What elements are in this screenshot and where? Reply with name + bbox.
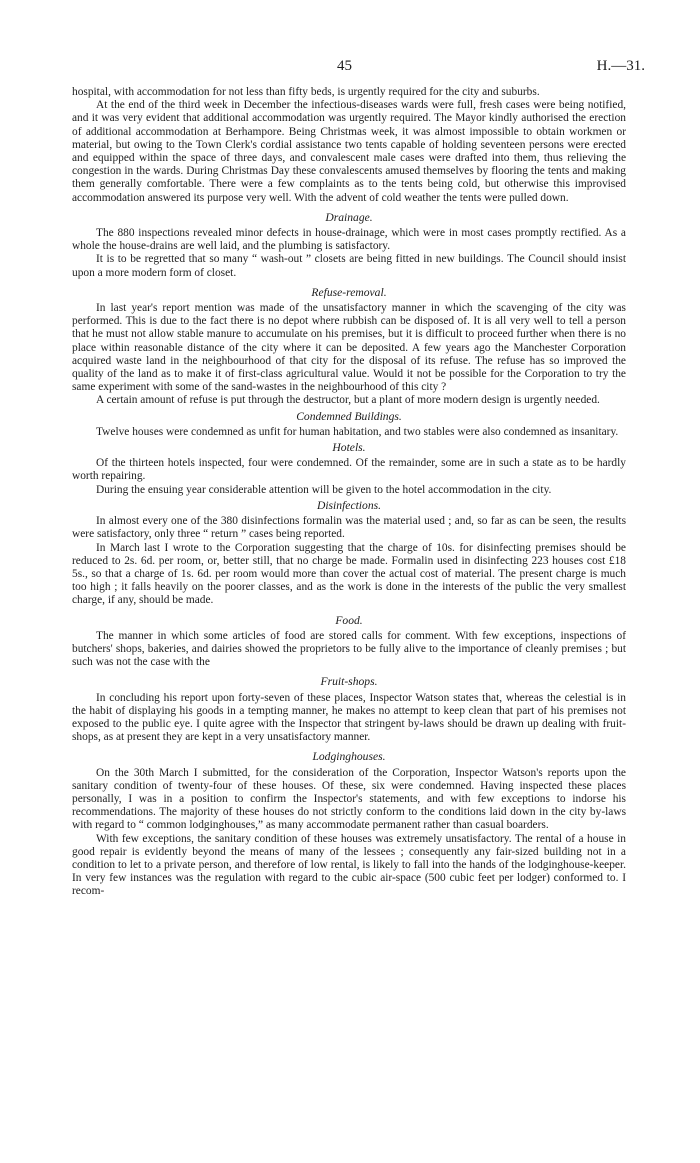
paragraph: At the end of the third week in December the infectious-diseases wards were full, fresh cases were being notified, and it was very evident that additional accommodation was urgently required. The Mayor kindly authorised the erection of additional accommodation at Berhampore. Being Christmas week, it was almost impossible to obtain workmen or material, but owing to the Town Clerk's cordial assistance two tents capable of holding seventeen persons were erected and equipped within the space of three days, and convalescent male cases were drafted into them, thus relieving the congestion in the wards. During Christmas Day these convalescents amused themselves by flooring the tents and making them generally comfortable. There were a few complaints as to the tents being cold, but otherwise this improvised accommodation answered its purpose very well. With the advent of cold weather the tents were pulled down. (72, 99, 626, 204)
paragraph: It is to be regretted that so many “ wash-out ” closets are being fitted in new buildings. The Council should insist upon a more modern form of closet. (72, 253, 626, 279)
paragraph: With few exceptions, the sanitary condition of these houses was extremely unsatisfactory. The rental of a house in good repair is evidently beyond the means of many of the lessees ; consequently any fair-sized building not in a condition to let to a private person, and therefore of low rental, is likely to fall into the hands of the lodginghouse-keeper. In very few instances was the regulation with regard to the cubic air-space (500 cubic feet per lodger) conformed to. I recom- (72, 832, 626, 898)
section-heading-disinfections: Disinfections. (316, 498, 382, 512)
paragraph: A certain amount of refuse is put through the destructor, but a plant of more modern design is urgently needed. (96, 394, 600, 407)
paragraph: Of the thirteen hotels inspected, four were condemned. Of the remainder, some are in such a state as to be hardly worth repairing. (72, 457, 626, 483)
section-heading-condemned-buildings: Condemned Buildings. (296, 409, 402, 423)
section-heading-drainage: Drainage. (325, 210, 373, 224)
paragraph: In concluding his report upon forty-seven of these places, Inspector Watson states that, whereas the celestial is in the habit of displaying his goods in a tempting manner, he makes no attempt to keep clean that part of his premises not exposed to the public eye. I quite agree with the Inspector that stringent by-laws should be drawn up dealing with fruit-shops, as at present they are kept in a very unsatisfactory manner. (72, 691, 626, 744)
paragraph: The manner in which some articles of food are stored calls for comment. With few exceptions, inspections of butchers' shops, bakeries, and dairies showed the proprietors to be fully alive to the importance of cleanly premises ; but such was not the case with the (72, 629, 626, 669)
paragraph: In almost every one of the 380 disinfections formalin was the material used ; and, so far as can be seen, the results were satisfactory, only three “ return ” cases being reported. (72, 515, 626, 541)
paragraph: hospital, with accommodation for not less than fifty beds, is urgently required for the city and suburbs. (72, 86, 540, 98)
paragraph: In last year's report mention was made of the unsatisfactory manner in which the scavenging of the city was performed. This is due to the fact there is no depot where rubbish can be disposed of. It is all very well to tell a person that he must not allow stable manure to accumulate on his premises, but it is difficult to proceed further when there is no place within reasonable distance of the city where it can be deposited. A few years ago the Manchester Corporation acquired waste land in the neighbourhood of that city for the disposal of its refuse. The refuse has so improved the quality of the land as to make it of first-class agricultural value. Would it not be possible for the Corporation to try the same experiment with some of the sand-wastes in the neighbourhood of this city ? (72, 302, 626, 394)
page-body (72, 86, 626, 899)
page-number: 45 (337, 58, 352, 74)
paragraph: The 880 inspections revealed minor defects in house-drainage, which were in most cases promptly rectified. As a whole the house-drains are well laid, and the plumbing is satisfactory. (72, 227, 626, 253)
section-heading-fruit-shops: Fruit-shops. (320, 675, 378, 689)
paragraph: On the 30th March I submitted, for the consideration of the Corporation, Inspector Watson's reports upon the sanitary condition of twenty-four of these houses. Of these, six were condemned. Having inspected these places personally, I was in a position to confirm the Inspector's statements, and with few exceptions to indorse his recommendations. The majority of these houses do not strictly conform to the conditions laid down in the city by-laws with regard to “ common lodginghouses,” as many accommodate permanent rather than casual boarders. (72, 766, 626, 832)
paragraph: In March last I wrote to the Corporation suggesting that the charge of 10s. for disinfecting premises should be reduced to 2s. 6d. per room, or, better still, that no charge be made. Formalin used in disinfecting 223 houses cost £18 5s., so that a charge of 1s. 6d. per room would more than cover the actual cost of material. The present charge is much too high ; it falls heavily on the poorer classes, and as the work is done in the interests of the public the very smallest charge, if any, should be made. (72, 541, 626, 607)
section-heading-hotels: Hotels. (332, 441, 366, 455)
paragraph: During the ensuing year considerable attention will be given to the hotel accommodation in the city. (96, 483, 552, 496)
document-reference: H.—31. (596, 58, 645, 74)
paragraph: Twelve houses were condemned as unfit for human habitation, and two stables were also condemned as insanitary. (96, 425, 619, 438)
section-heading-food: Food. (335, 613, 363, 627)
section-heading-lodginghouses: Lodginghouses. (312, 750, 386, 764)
section-heading-refuse-removal: Refuse-removal. (311, 285, 387, 299)
